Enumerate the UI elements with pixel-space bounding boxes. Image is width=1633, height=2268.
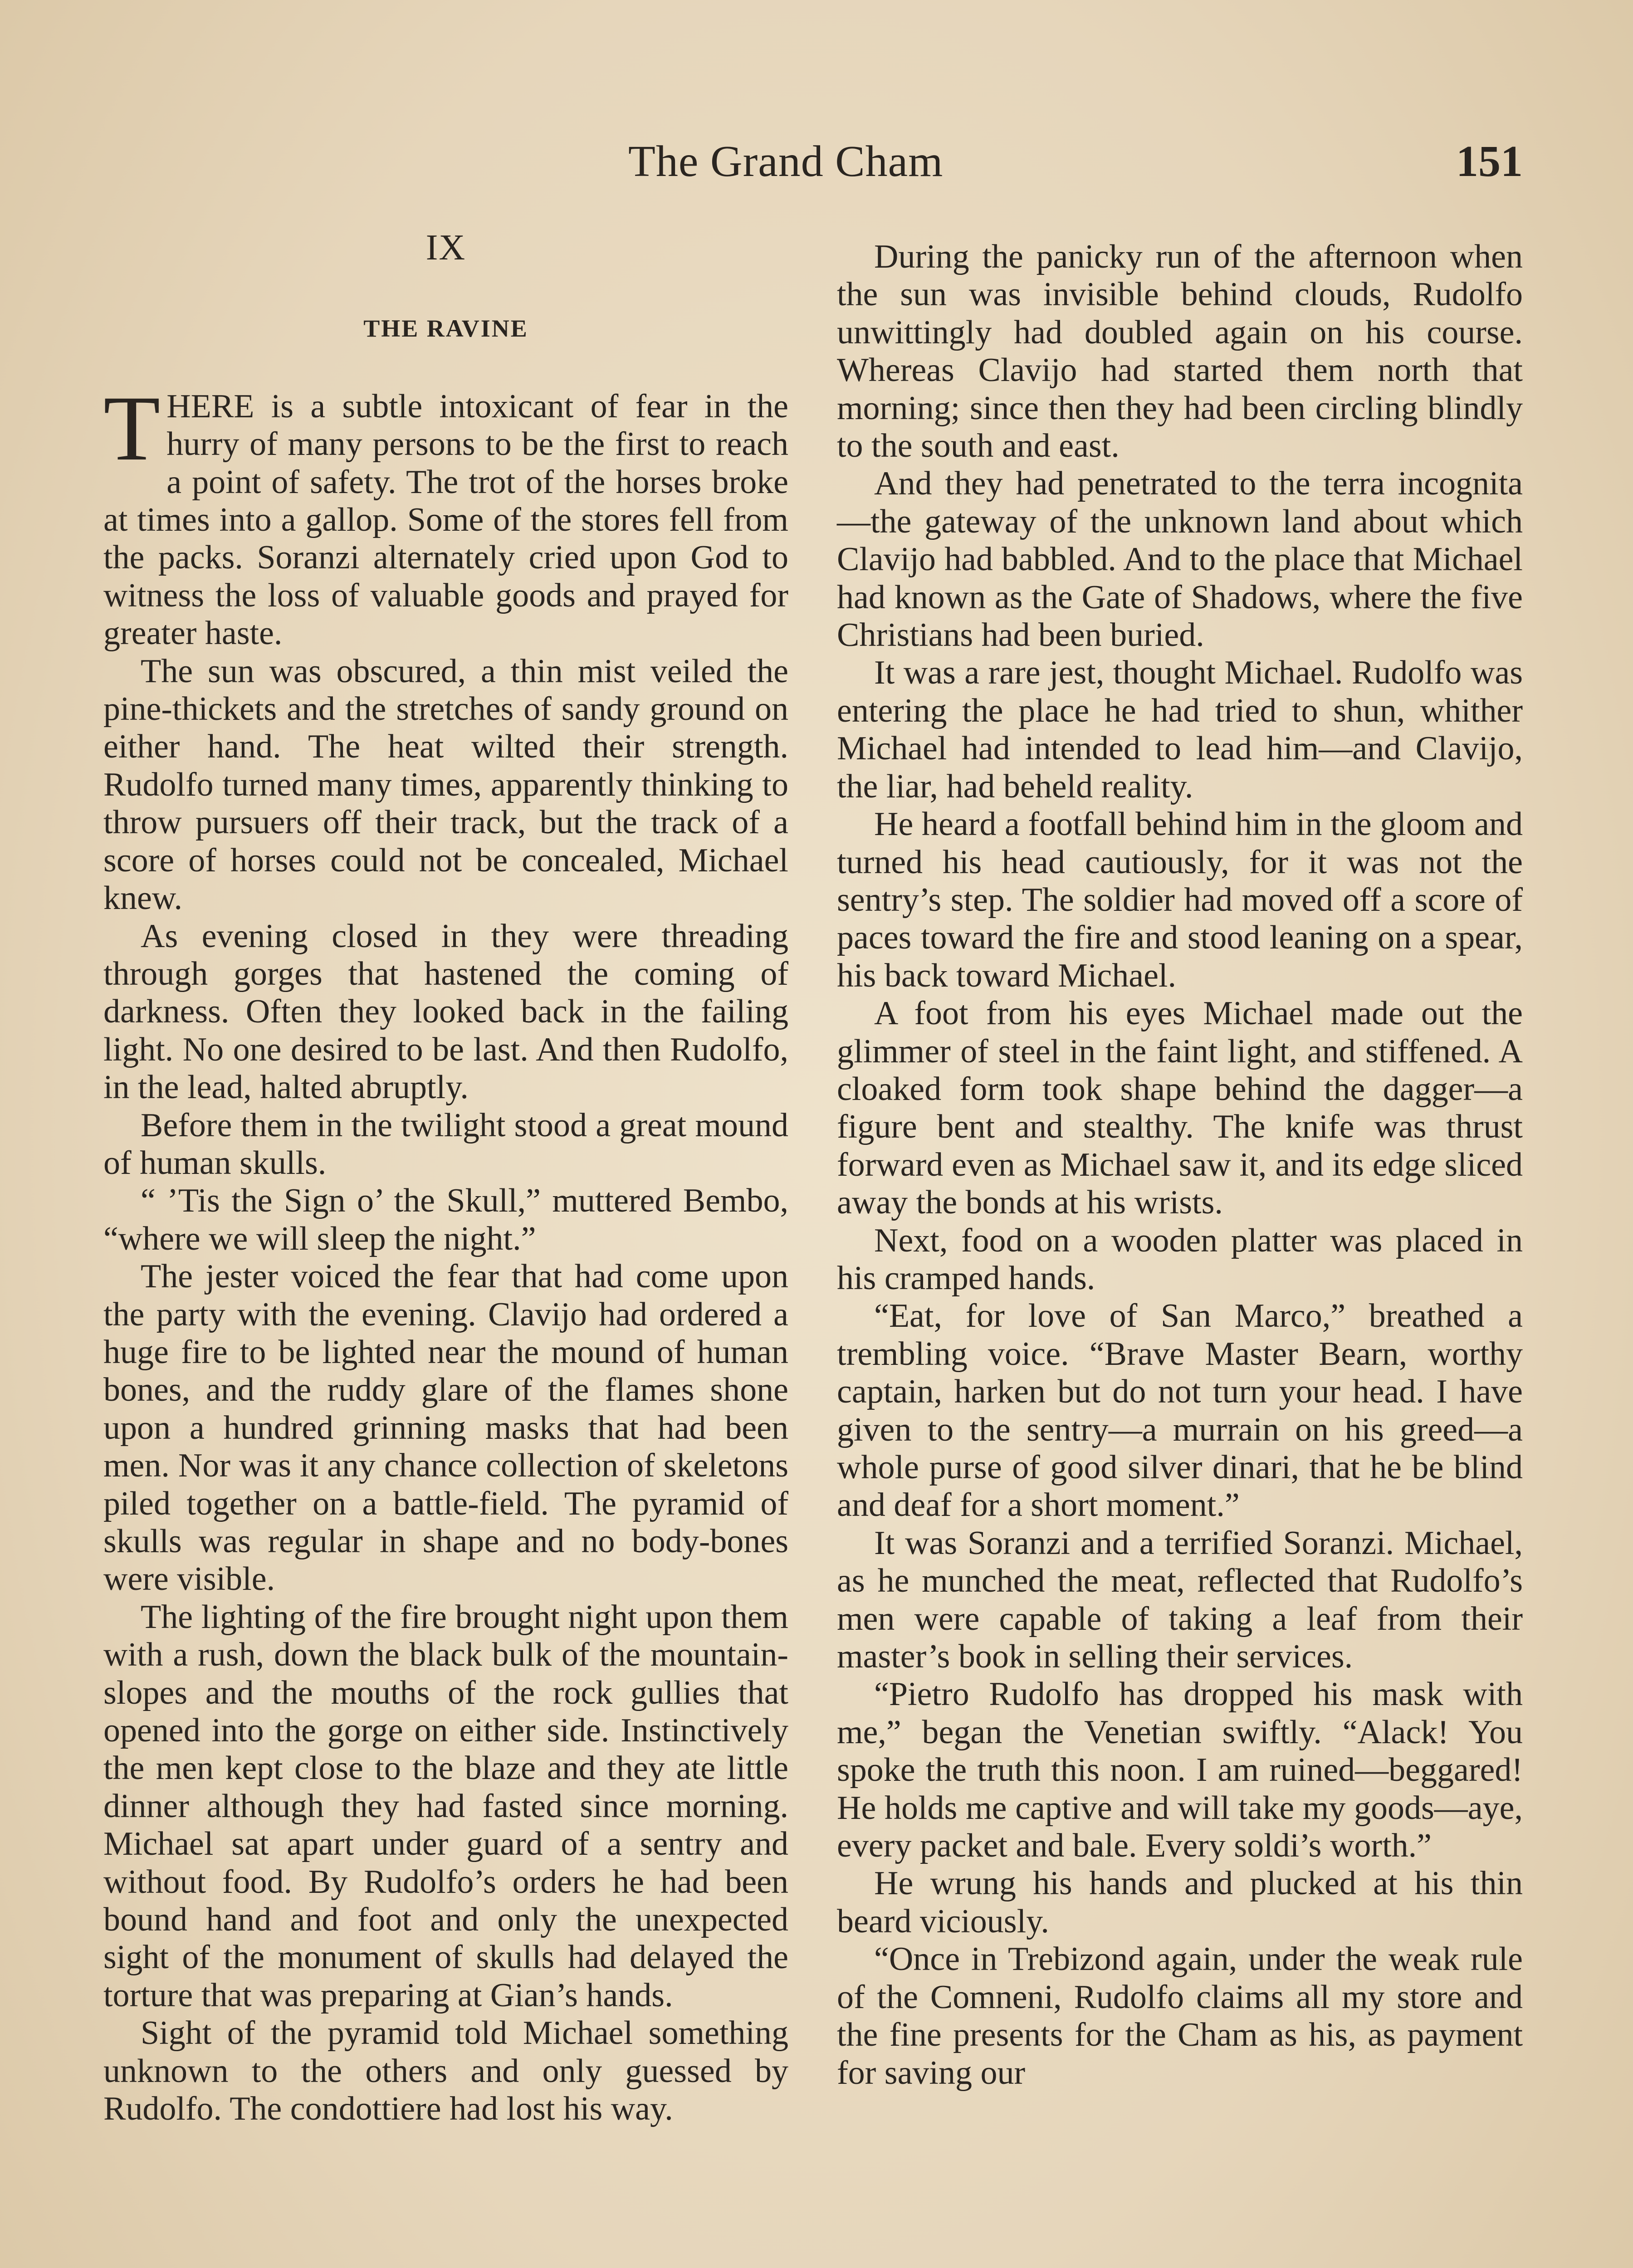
paragraph: “Pietro Rudolfo has dropped his mask with me,” began the Venetian swiftly. “Alack! You spoke the truth this noon. I am ruined—beggared! He holds me captive and will take my goods—aye, every packet and bale. Every soldi’s worth.” xyxy=(837,1676,1523,1865)
drop-cap: T xyxy=(103,376,161,480)
paragraph: The lighting of the fire brought night upon them with a rush, down the black bulk of the mountain-slopes and the mouths of the rock gullies that opened into the gorge on either side. Instinctively the men kept close to the blaze and they ate little dinner although they had fasted since morning. Michael sat apart under guard of a sentry and without food. By Rudolfo’s orders he had been bound hand and foot and only the unexpected sight of the monument of skulls had delayed the torture that was preparing at Gian’s hands. xyxy=(103,1598,788,2014)
paragraph: He wrung his hands and plucked at his thin beard viciously. xyxy=(837,1865,1523,1940)
chapter-title: THE RAVINE xyxy=(363,315,528,342)
paragraph: Before them in the twilight stood a great mound of human skulls. xyxy=(103,1106,788,1182)
left-column xyxy=(103,229,788,2128)
paragraph: It was Soranzi and a terrified Soranzi. Michael, as he munched the meat, reflected that Rudolfo’s men were capable of taking a leaf from their master’s book in selling their services. xyxy=(837,1524,1523,1676)
paragraph: Next, food on a wooden platter was placed in his cramped hands. xyxy=(837,1222,1523,1297)
paragraph: “ ’Tis the Sign o’ the Skull,” muttered Bembo, “where we will sleep the night.” xyxy=(103,1182,788,1257)
paragraph: And they had penetrated to the terra incognita—the gateway of the unknown land about which Clavijo had babbled. And to the place that Michael had known as the Gate of Shadows, where the five Christians had been buried. xyxy=(837,465,1523,654)
paragraph: The sun was obscured, a thin mist veiled the pine-thickets and the stretches of sandy ground on either hand. The heat wilted their strength. Rudolfo turned many times, apparently thinking to throw pursuers off their track, but the track of a score of horses could not be concealed, Michael knew. xyxy=(103,652,788,917)
page-number: 151 xyxy=(1456,137,1523,186)
page-header xyxy=(0,136,1633,200)
paragraph: “Once in Trebizond again, under the weak rule of the Comneni, Rudolfo claims all my store and the fine presents for the Cham as his, as payment for saving our xyxy=(837,1941,1523,2092)
chapter-number: IX xyxy=(425,228,466,268)
paragraph: Sight of the pyramid told Michael something unknown to the others and only guessed by Rudolfo. The condottiere had lost his way. xyxy=(103,2014,788,2128)
paragraph: The jester voiced the fear that had come upon the party with the evening. Clavijo had ordered a huge fire to be lighted near the mound of human bones, and the ruddy glare of the flames shone upon a hundred grinning masks that had been men. Nor was it any chance collection of skeletons piled together on a battle-field. The pyramid of skulls was regular in shape and no body-bones were visible. xyxy=(103,1258,788,1598)
paragraph: A foot from his eyes Michael made out the glimmer of steel in the faint light, and stiffened. A cloaked form took shape behind the dagger—a figure bent and stealthy. The knife was thrust forward even as Michael saw it, and its edge sliced away the bonds at his wrists. xyxy=(837,995,1523,1222)
paragraph: He heard a footfall behind him in the gloom and turned his head cautiously, for it was not the sentry’s step. The soldier had moved off a score of paces toward the fire and stood leaning on a spear, his back toward Michael. xyxy=(837,806,1523,994)
right-column xyxy=(837,238,1523,2092)
paragraph: THERE is a subtle intoxicant of fear in the hurry of many persons to be the first to reach a point of safety. The trot of the horses broke at times into a gallop. Some of the stores fell from the packs. Soranzi alternately cried upon God to witness the loss of valuable goods and prayed for greater haste. xyxy=(103,376,788,652)
paragraph: As evening closed in they were threading through gorges that hastened the coming of darkness. Often they looked back in the failing light. No one desired to be last. And then Rudolfo, in the lead, halted abruptly. xyxy=(103,917,788,1106)
paragraph: During the panicky run of the afternoon when the sun was invisible behind clouds, Rudolfo unwittingly had doubled again on his course. Whereas Clavijo had started them north that morning; since then they had been circling blindly to the south and east. xyxy=(837,238,1523,465)
paragraph: It was a rare jest, thought Michael. Rudolfo was entering the place he had tried to shun, whither Michael had intended to lead him—and Clavijo, the liar, had beheld reality. xyxy=(837,654,1523,805)
running-title: The Grand Cham xyxy=(628,137,944,186)
paragraph: “Eat, for love of San Marco,” breathed a trembling voice. “Brave Master Bearn, worthy captain, harken but do not turn your head. I have given to the sentry—a murrain on his greed—a whole purse of good silver dinari, that he be blind and deaf for a short moment.” xyxy=(837,1297,1523,1524)
